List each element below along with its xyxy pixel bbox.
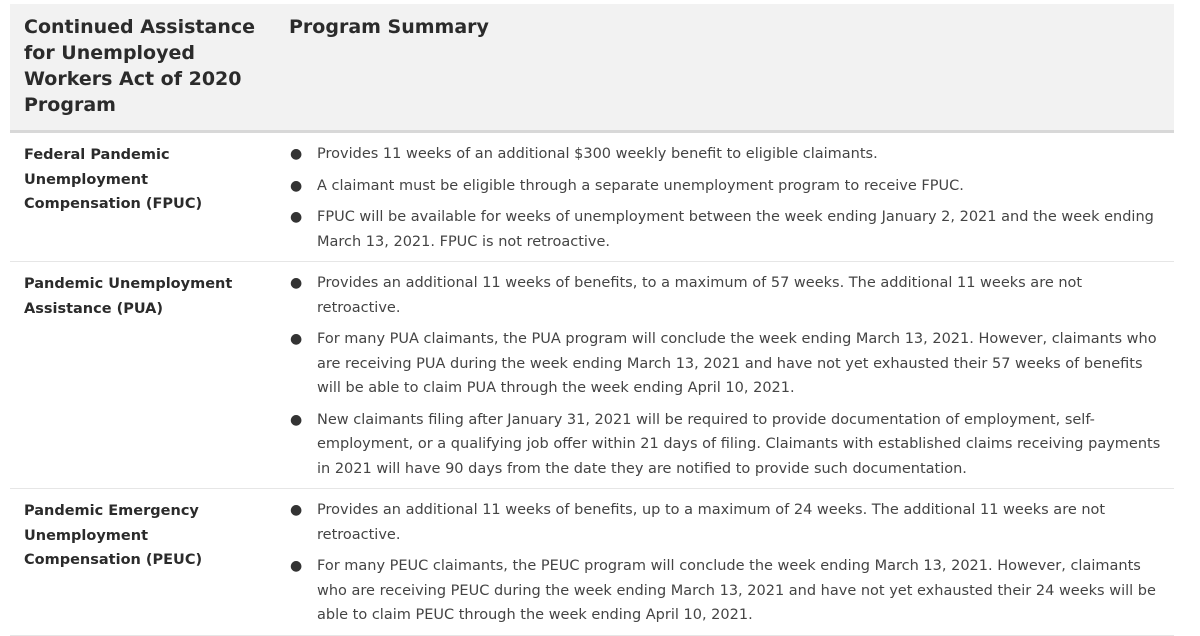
list-item-text: Provides an additional 11 weeks of benefits, to a maximum of 57 weeks. The additional 11 weeks are not retroactive. xyxy=(317,275,1083,316)
list-item-text: Provides 11 weeks of an additional $300 weekly benefit to eligible claimants. xyxy=(317,146,878,162)
program-table xyxy=(10,4,1174,636)
program-name: Pandemic Unemployment Assistance (PUA) xyxy=(10,262,274,489)
list-item-text: Provides an additional 11 weeks of benefits, up to a maximum of 24 weeks. The additional 11 weeks are not retroactive. xyxy=(317,502,1106,543)
table-row xyxy=(10,132,1174,262)
summary-list xyxy=(289,271,1164,481)
bullet-icon: ● xyxy=(290,177,303,194)
program-table-container xyxy=(10,4,1174,636)
header-program: Continued Assistance for Unemployed Workers Act of 2020 Program xyxy=(10,4,274,132)
list-item xyxy=(289,174,1164,199)
list-item xyxy=(289,205,1164,254)
summary-list xyxy=(289,142,1164,254)
list-item xyxy=(289,271,1164,320)
bullet-icon: ● xyxy=(290,275,303,291)
table-row xyxy=(10,262,1174,489)
program-summary xyxy=(274,132,1174,262)
list-item-text: A claimant must be eligible through a separate unemployment program to receive FPUC. xyxy=(317,177,964,194)
list-item-text: For many PUA claimants, the PUA program will conclude the week ending March 13, 2021. However, claimants who are receiving PUA during the week ending March 13, 2021 and have not yet exhausted their 57 weeks of benefits will be able to claim PUA through the week ending April 10, 2021. xyxy=(317,331,1157,396)
bullet-icon: ● xyxy=(290,558,303,574)
header-summary: Program Summary xyxy=(274,4,1174,132)
bullet-icon: ● xyxy=(290,331,303,347)
bullet-icon: ● xyxy=(290,146,303,162)
program-summary xyxy=(274,262,1174,489)
list-item xyxy=(289,408,1164,482)
table-row xyxy=(10,489,1174,636)
bullet-icon: ● xyxy=(290,411,303,428)
bullet-icon: ● xyxy=(290,209,303,225)
program-name: Pandemic Emergency Unemployment Compensation (PEUC) xyxy=(10,489,274,636)
table-body xyxy=(10,132,1174,636)
list-item-text: For many PEUC claimants, the PEUC program will conclude the week ending March 13, 2021. However, claimants who are receiving PEUC during the week ending March 13, 2021 and have not yet exhausted their 24 weeks will be able to claim PEUC through the week ending April 10, 2021. xyxy=(317,558,1156,623)
header-row xyxy=(10,4,1174,132)
program-summary xyxy=(274,489,1174,636)
list-item xyxy=(289,554,1164,628)
list-item-text: FPUC will be available for weeks of unemployment between the week ending January 2, 2021 and the week ending March 13, 2021. FPUC is not retroactive. xyxy=(317,209,1154,250)
bullet-icon: ● xyxy=(290,502,303,518)
list-item-text: New claimants filing after January 31, 2021 will be required to provide documentation of employment, self-employment, or a qualifying job offer within 21 days of filing. Claimants with established claims receiving payments in 2021 will have 90 days from the date they are notified to provide such documentation. xyxy=(317,411,1161,477)
table-header xyxy=(10,4,1174,132)
program-name: Federal Pandemic Unemployment Compensation (FPUC) xyxy=(10,132,274,262)
list-item xyxy=(289,142,1164,167)
list-item xyxy=(289,498,1164,547)
list-item xyxy=(289,327,1164,401)
summary-list xyxy=(289,498,1164,628)
